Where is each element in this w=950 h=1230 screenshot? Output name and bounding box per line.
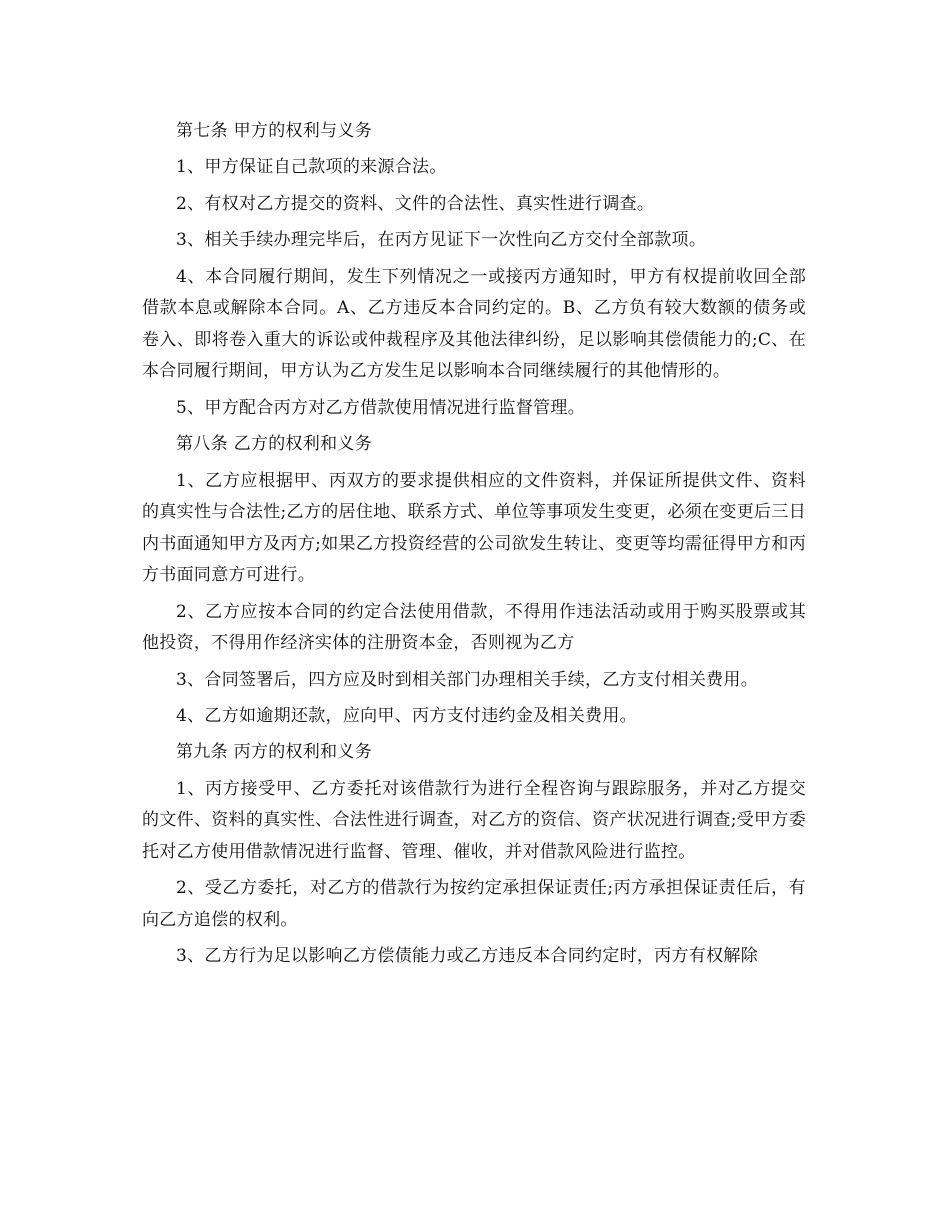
article-7-heading: 第七条 甲方的权利与义务 — [176, 121, 373, 141]
article-9-heading: 第九条 丙方的权利和义务 — [176, 742, 373, 763]
section-article-7 — [142, 116, 806, 148]
article-9-clause-1: 1、丙方接受甲、乙方委托对该借款行为进行全程咨询与跟踪服务，并对乙方提交的文件、资料的真实性、合法性进行调查，对乙方的资信、资产状况进行调查;受甲方委托对乙方使用借款情况进行监督、管理、催收，并对借款风险进行监控。 — [142, 778, 806, 863]
article-8-heading: 第八条 乙方的权利和义务 — [176, 434, 373, 455]
article-8-clause-2: 2、乙方应按本合同的约定合法使用借款，不得用作违法活动或用于购买股票或其他投资，不得用作经济实体的注册资本金，否则视为乙方 — [142, 601, 806, 654]
article-7-clause-2: 2、有权对乙方提交的资料、文件的合法性、真实性进行调查。 — [176, 193, 655, 214]
section-article-9 — [142, 737, 806, 769]
article-9-clause-3: 3、乙方行为足以影响乙方偿债能力或乙方违反本合同约定时，丙方有权解除 — [176, 946, 759, 967]
document-body — [142, 116, 806, 978]
article-8-clause-3: 3、合同签署后，四方应及时到相关部门办理相关手续，乙方支付相关费用。 — [176, 669, 759, 690]
article-8-clause-1: 1、乙方应根据甲、丙双方的要求提供相应的文件资料，并保证所提供文件、资料的真实性与合法性;乙方的居住地、联系方式、单位等事项发生变更，必须在变更后三日内书面通知甲方及丙方;如果乙方投资经营的公司欲发生转让、变更等均需征得甲方和丙方书面同意方可进行。 — [142, 470, 806, 586]
article-7-clause-1: 1、甲方保证自己款项的来源合法。 — [176, 157, 447, 178]
article-8-clause-4: 4、乙方如逾期还款，应向甲、丙方支付违约金及相关费用。 — [176, 706, 637, 727]
article-7-clause-4: 4、本合同履行期间，发生下列情况之一或接丙方通知时，甲方有权提前收回全部借款本息或解除本合同。A、乙方违反本合同约定的。B、乙方负有较大数额的债务或卷入、即将卷入重大的诉讼或仲裁程序及其他法律纠纷，足以影响其偿债能力的;C、在本合同履行期间，甲方认为乙方发生足以影响本合同继续履行的其他情形的。 — [142, 266, 806, 382]
article-9-clause-2: 2、受乙方委托，对乙方的借款行为按约定承担保证责任;丙方承担保证责任后，有向乙方追偿的权利。 — [142, 878, 806, 931]
article-7-clause-5: 5、甲方配合丙方对乙方借款使用情况进行监督管理。 — [176, 397, 586, 418]
article-7-clause-3: 3、相关手续办理完毕后，在丙方见证下一次性向乙方交付全部款项。 — [176, 230, 707, 251]
section-article-8 — [142, 429, 806, 461]
